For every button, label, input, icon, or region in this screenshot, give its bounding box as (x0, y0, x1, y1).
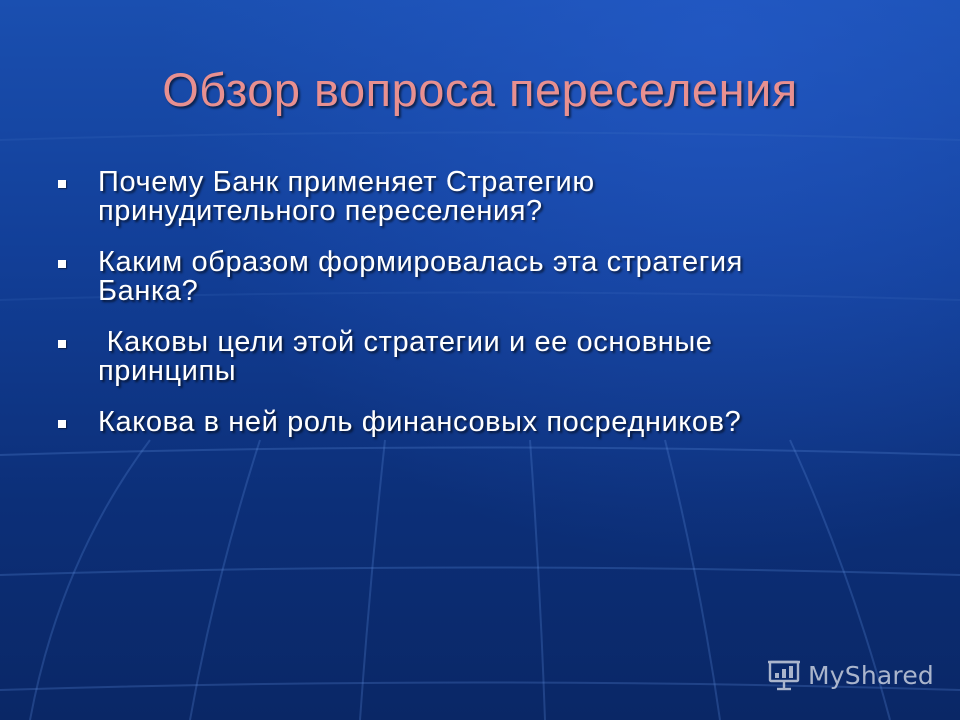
bullet-text: Каковы цели этой стратегии и ее основные принципы (98, 326, 713, 387)
square-bullet-icon (58, 340, 66, 348)
square-bullet-icon (58, 420, 66, 428)
square-bullet-icon (58, 260, 66, 268)
bullet-text: Каким образом формировалась эта стратегия Банка? (98, 246, 743, 307)
bullet-item (58, 248, 918, 306)
bullet-item (58, 408, 918, 437)
bullet-text: Какова в ней роль финансовых посредников? (98, 406, 742, 438)
bullet-item (58, 168, 918, 226)
presentation-board-icon (766, 657, 802, 693)
square-bullet-icon (58, 180, 66, 188)
watermark-text: MyShared (808, 660, 934, 690)
bullet-list (58, 168, 918, 459)
bullet-item (58, 328, 918, 386)
bullet-text: Почему Банк применяет Стратегию принудительного переселения? (98, 166, 595, 227)
myshared-watermark (766, 656, 934, 694)
slide-title: Обзор вопроса переселения (162, 63, 798, 116)
